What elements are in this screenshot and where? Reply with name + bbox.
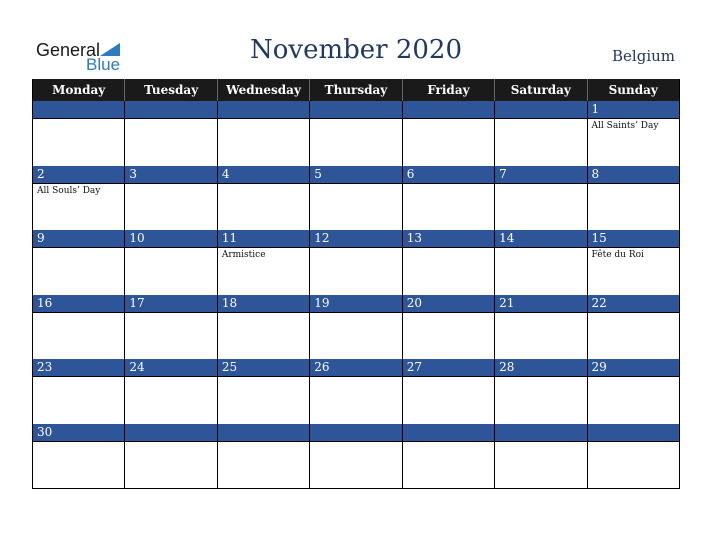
calendar-day-cell — [310, 101, 402, 166]
weekday-header: Wednesday — [218, 79, 310, 101]
day-number — [495, 424, 586, 442]
day-number: 6 — [403, 166, 494, 184]
calendar-week-row — [33, 295, 679, 360]
calendar-day-cell — [588, 230, 679, 295]
calendar-day-cell — [403, 166, 495, 231]
calendar-day-cell — [125, 424, 217, 489]
day-number: 7 — [495, 166, 586, 184]
day-number: 1 — [588, 101, 679, 119]
day-number: 30 — [33, 424, 124, 442]
calendar-week-row — [33, 101, 679, 166]
page-title: November 2020 — [249, 35, 463, 65]
calendar-day-cell — [310, 295, 402, 360]
day-number — [125, 424, 216, 442]
calendar-day-cell — [33, 101, 125, 166]
holiday-label: Fête du Roi — [591, 250, 644, 260]
day-number: 2 — [33, 166, 124, 184]
day-number: 28 — [495, 359, 586, 377]
country-label: Belgium — [612, 47, 675, 65]
day-number — [403, 424, 494, 442]
holiday-label: All Saints’ Day — [591, 121, 659, 131]
day-number: 11 — [218, 230, 309, 248]
day-number: 15 — [588, 230, 679, 248]
day-number: 14 — [495, 230, 586, 248]
calendar-day-cell — [218, 424, 310, 489]
calendar-day-cell — [125, 359, 217, 424]
calendar-day-cell — [310, 166, 402, 231]
calendar-week-row — [33, 230, 679, 295]
day-number — [218, 101, 309, 119]
calendar-day-cell — [33, 166, 125, 231]
day-number: 25 — [218, 359, 309, 377]
calendar-day-cell — [403, 230, 495, 295]
calendar-day-cell — [310, 424, 402, 489]
calendar-day-cell — [310, 359, 402, 424]
day-number: 21 — [495, 295, 586, 313]
calendar-day-cell — [588, 166, 679, 231]
day-number: 26 — [310, 359, 401, 377]
brand-logo — [36, 40, 136, 76]
calendar-day-cell — [403, 101, 495, 166]
holiday-label: Armistice — [221, 250, 266, 260]
day-number: 16 — [33, 295, 124, 313]
day-number: 9 — [33, 230, 124, 248]
calendar-day-cell — [495, 166, 587, 231]
logo-text-blue: Blue — [86, 55, 121, 74]
day-number: 24 — [125, 359, 216, 377]
calendar-day-cell — [218, 101, 310, 166]
calendar-day-cell — [33, 424, 125, 489]
calendar-day-cell — [125, 295, 217, 360]
calendar-day-cell — [588, 101, 679, 166]
calendar-day-cell — [125, 101, 217, 166]
calendar-week-row — [33, 359, 679, 424]
day-number: 4 — [218, 166, 309, 184]
calendar-day-cell — [218, 295, 310, 360]
calendar-week-row — [33, 166, 679, 231]
calendar-day-cell — [218, 166, 310, 231]
calendar-day-cell — [588, 424, 679, 489]
day-number: 27 — [403, 359, 494, 377]
calendar-day-cell — [495, 359, 587, 424]
calendar-day-cell — [588, 359, 679, 424]
weekday-header: Sunday — [608, 83, 658, 97]
day-number — [588, 424, 679, 442]
calendar-day-cell — [125, 230, 217, 295]
day-number: 8 — [588, 166, 679, 184]
calendar-day-cell — [495, 424, 587, 489]
day-number: 10 — [125, 230, 216, 248]
day-number: 29 — [588, 359, 679, 377]
calendar-day-cell — [218, 230, 310, 295]
holiday-label: All Souls’ Day — [37, 185, 101, 196]
day-number: 20 — [403, 295, 494, 313]
calendar-day-cell — [495, 295, 587, 360]
weekday-header: Friday — [403, 79, 495, 101]
day-number: 22 — [588, 295, 679, 313]
calendar-weeks — [33, 101, 679, 488]
calendar-day-cell — [218, 359, 310, 424]
day-number: 18 — [218, 295, 309, 313]
day-number: 13 — [403, 230, 494, 248]
day-number — [33, 101, 124, 119]
calendar-week-row — [33, 424, 679, 489]
calendar-day-cell — [310, 230, 402, 295]
calendar-grid — [32, 79, 680, 489]
calendar-day-cell — [403, 359, 495, 424]
logo-text-general: General — [36, 40, 101, 60]
weekday-header: Monday — [33, 79, 125, 101]
day-number: 19 — [310, 295, 401, 313]
day-number: 23 — [33, 359, 124, 377]
calendar-day-cell — [33, 295, 125, 360]
weekday-header-row — [33, 79, 679, 101]
day-number — [125, 101, 216, 119]
calendar-day-cell — [588, 295, 679, 360]
calendar-day-cell — [33, 230, 125, 295]
day-number — [310, 424, 401, 442]
day-number — [218, 424, 309, 442]
day-number — [403, 101, 494, 119]
calendar-day-cell — [495, 101, 587, 166]
day-number — [495, 101, 586, 119]
calendar-day-cell — [125, 166, 217, 231]
day-number: 12 — [310, 230, 401, 248]
day-number: 17 — [125, 295, 216, 313]
calendar-day-cell — [33, 359, 125, 424]
day-number — [310, 101, 401, 119]
day-number: 5 — [310, 166, 401, 184]
calendar-day-cell — [403, 424, 495, 489]
weekday-header: Saturday — [495, 79, 587, 101]
weekday-header: Thursday — [310, 79, 402, 101]
calendar-day-cell — [403, 295, 495, 360]
day-number: 3 — [125, 166, 216, 184]
calendar-day-cell — [495, 230, 587, 295]
weekday-header: Tuesday — [125, 79, 217, 101]
